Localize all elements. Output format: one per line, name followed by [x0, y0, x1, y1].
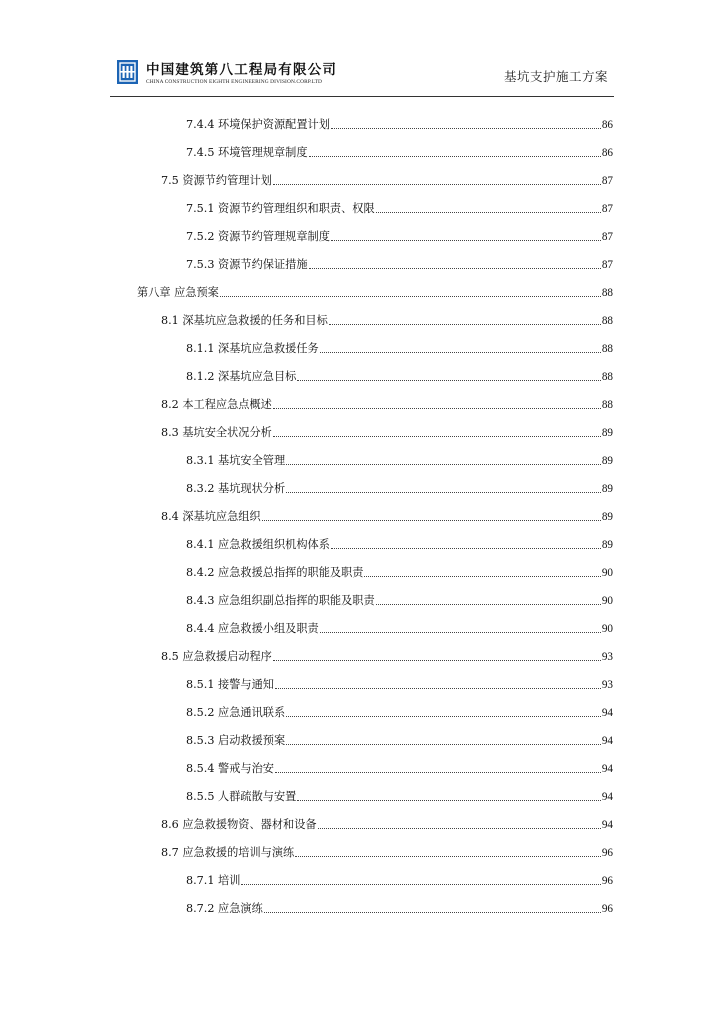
- toc-entry-label: 8.4.1 应急救援组织机构体系: [186, 538, 330, 551]
- toc-entry[interactable]: [0, 580, 724, 608]
- toc-page-number: 94: [601, 791, 613, 803]
- toc-entry[interactable]: [0, 104, 724, 132]
- toc-dot-leader: [273, 435, 601, 437]
- toc-entry-label: 7.4.5 环境管理规章制度: [186, 146, 308, 159]
- toc-entry[interactable]: [0, 776, 724, 804]
- toc-page-number: 94: [601, 763, 613, 775]
- toc-dot-leader: [286, 743, 601, 745]
- toc-page-number: 89: [601, 455, 613, 467]
- toc-entry-label: 8.1.2 深基坑应急目标: [186, 370, 297, 383]
- toc-page-number: 88: [601, 315, 613, 327]
- toc-page-number: 90: [601, 595, 613, 607]
- toc-entry[interactable]: [0, 440, 724, 468]
- toc-page-number: 96: [601, 903, 613, 915]
- toc-entry[interactable]: [0, 328, 724, 356]
- toc-dot-leader: [295, 855, 601, 857]
- page-header: [0, 0, 724, 102]
- toc-page-number: 94: [601, 819, 613, 831]
- toc-entry[interactable]: [0, 468, 724, 496]
- toc-dot-leader: [331, 547, 601, 549]
- toc-dot-leader: [297, 379, 600, 381]
- toc-entry-label: 7.5.1 资源节约管理组织和职责、权限: [186, 202, 375, 215]
- toc-page-number: 88: [601, 287, 613, 299]
- toc-page-number: 90: [601, 567, 613, 579]
- toc-dot-leader: [297, 799, 600, 801]
- toc-entry[interactable]: [0, 132, 724, 160]
- toc-dot-leader: [273, 407, 601, 409]
- toc-dot-leader: [273, 183, 601, 185]
- toc-page-number: 87: [601, 231, 613, 243]
- toc-entry[interactable]: [0, 664, 724, 692]
- toc-dot-leader: [241, 883, 600, 885]
- toc-page-number: 87: [601, 175, 613, 187]
- toc-page-number: 93: [601, 679, 613, 691]
- toc-entry-label: 8.1 深基坑应急救援的任务和目标: [161, 314, 328, 327]
- toc-entry[interactable]: [0, 748, 724, 776]
- toc-entry-label: 7.5 资源节约管理计划: [161, 174, 272, 187]
- toc-entry[interactable]: [0, 216, 724, 244]
- toc-entry[interactable]: [0, 272, 724, 300]
- toc-entry[interactable]: [0, 860, 724, 888]
- toc-dot-leader: [376, 211, 601, 213]
- toc-entry-label: 8.3.1 基坑安全管理: [186, 454, 286, 467]
- cscec-logo-icon: [117, 60, 138, 84]
- toc-page-number: 90: [601, 623, 613, 635]
- toc-entry-label: 8.4.4 应急救援小组及职责: [186, 622, 319, 635]
- toc-entry[interactable]: [0, 608, 724, 636]
- toc-entry-label: 8.5.2 应急通讯联系: [186, 706, 286, 719]
- toc-entry-label: 8.5.4 警戒与治安: [186, 762, 274, 775]
- toc-entry[interactable]: [0, 300, 724, 328]
- toc-entry-label: 8.7.1 培训: [186, 874, 241, 887]
- toc-page-number: 89: [601, 427, 613, 439]
- toc-entry[interactable]: [0, 692, 724, 720]
- toc-dot-leader: [309, 155, 601, 157]
- toc-dot-leader: [275, 687, 601, 689]
- toc-page-number: 89: [601, 539, 613, 551]
- toc-entry-label: 7.5.2 资源节约管理规章制度: [186, 230, 330, 243]
- toc-entry[interactable]: [0, 888, 724, 916]
- toc-entry[interactable]: [0, 160, 724, 188]
- toc-page-number: 96: [601, 875, 613, 887]
- toc-entry-label: 8.7 应急救援的培训与演练: [161, 846, 295, 859]
- header-divider: [110, 96, 614, 97]
- toc-entry[interactable]: [0, 496, 724, 524]
- toc-page-number: 89: [601, 511, 613, 523]
- toc-entry-label: 8.4.3 应急组织副总指挥的职能及职责: [186, 594, 375, 607]
- toc-entry-label: 8.7.2 应急演练: [186, 902, 263, 915]
- toc-entry-label: 8.5.1 接警与通知: [186, 678, 274, 691]
- toc-entry[interactable]: [0, 356, 724, 384]
- toc-page-number: 94: [601, 735, 613, 747]
- toc-entry-label: 第八章 应急预案: [137, 286, 219, 299]
- company-name-en: CHINA CONSTRUCTION EIGHTH ENGINEERING DIVISION.CORP.LTD: [146, 79, 322, 85]
- toc-entry[interactable]: [0, 244, 724, 272]
- toc-entry[interactable]: [0, 188, 724, 216]
- toc-dot-leader: [286, 491, 601, 493]
- toc-entry-label: 8.5 应急救援启动程序: [161, 650, 272, 663]
- toc-page-number: 88: [601, 371, 613, 383]
- toc-dot-leader: [286, 715, 601, 717]
- toc-dot-leader: [376, 603, 601, 605]
- toc-entry[interactable]: [0, 832, 724, 860]
- toc-page-number: 88: [601, 343, 613, 355]
- toc-entry-label: 8.3 基坑安全状况分析: [161, 426, 272, 439]
- toc-dot-leader: [331, 127, 601, 129]
- toc-dot-leader: [220, 295, 601, 297]
- toc-entry[interactable]: [0, 804, 724, 832]
- toc-dot-leader: [309, 267, 601, 269]
- toc-dot-leader: [275, 771, 601, 773]
- toc-entry[interactable]: [0, 636, 724, 664]
- toc-page-number: 86: [601, 147, 613, 159]
- toc-entry-label: 8.4 深基坑应急组织: [161, 510, 261, 523]
- toc-entry[interactable]: [0, 384, 724, 412]
- toc-page-number: 94: [601, 707, 613, 719]
- toc-entry[interactable]: [0, 412, 724, 440]
- toc-dot-leader: [262, 519, 601, 521]
- company-name-cn: 中国建筑第八工程局有限公司: [146, 62, 338, 78]
- toc-dot-leader: [329, 323, 601, 325]
- table-of-contents: [0, 104, 724, 916]
- toc-page-number: 89: [601, 483, 613, 495]
- toc-dot-leader: [331, 239, 601, 241]
- toc-dot-leader: [273, 659, 601, 661]
- toc-entry[interactable]: [0, 552, 724, 580]
- toc-page-number: 96: [601, 847, 613, 859]
- toc-entry-label: 8.6 应急救援物资、器材和设备: [161, 818, 317, 831]
- toc-dot-leader: [286, 463, 601, 465]
- toc-entry-label: 7.4.4 环境保护资源配置计划: [186, 118, 330, 131]
- toc-entry-label: 8.5.5 人群疏散与安置: [186, 790, 297, 803]
- toc-entry-label: 8.5.3 启动救援预案: [186, 734, 286, 747]
- toc-page-number: 87: [601, 259, 613, 271]
- toc-page-number: 86: [601, 119, 613, 131]
- toc-dot-leader: [264, 911, 601, 913]
- toc-dot-leader: [318, 827, 601, 829]
- toc-page-number: 93: [601, 651, 613, 663]
- toc-entry[interactable]: [0, 720, 724, 748]
- toc-dot-leader: [320, 351, 601, 353]
- toc-dot-leader: [320, 631, 601, 633]
- toc-entry-label: 8.1.1 深基坑应急救援任务: [186, 342, 319, 355]
- toc-entry-label: 8.3.2 基坑现状分析: [186, 482, 286, 495]
- toc-dot-leader: [364, 575, 600, 577]
- toc-page-number: 87: [601, 203, 613, 215]
- toc-page-number: 88: [601, 399, 613, 411]
- document-title: 基坑支护施工方案: [503, 69, 608, 84]
- toc-entry-label: 8.2 本工程应急点概述: [161, 398, 272, 411]
- toc-entry[interactable]: [0, 524, 724, 552]
- toc-entry-label: 8.4.2 应急救援总指挥的职能及职责: [186, 566, 364, 579]
- toc-entry-label: 7.5.3 资源节约保证措施: [186, 258, 308, 271]
